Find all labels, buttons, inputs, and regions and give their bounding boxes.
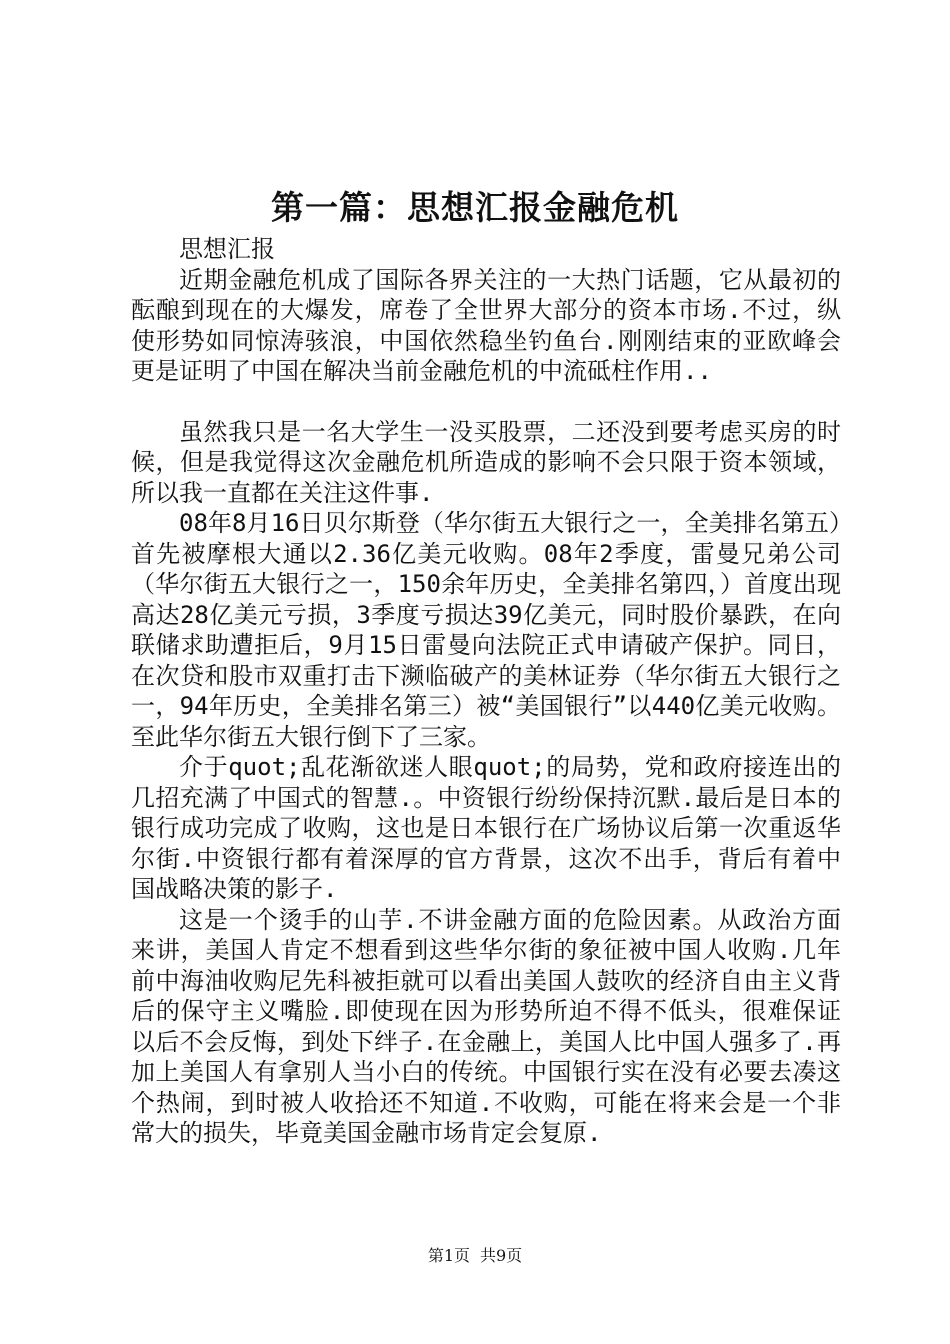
paragraph: 介于quot;乱花渐欲迷人眼quot;的局势，党和政府接连出的几招充满了中国式的智慧.。中资银行纷纷保持沉默.最后是日本的银行成功完成了收购，这也是日本银行在广场协议后第一次重返华尔街.中资银行都有着深厚的官方背景，这次不出手，背后有着中国战略决策的影子.: [131, 753, 841, 903]
document-title: 第一篇：思想汇报金融危机: [271, 188, 679, 227]
page-number: 第1页: [427, 1246, 470, 1265]
document-body: [131, 234, 841, 1149]
paragraph: 这是一个烫手的山芋.不讲金融方面的危险因素。从政治方面来讲，美国人肯定不想看到这些华尔街的象征被中国人收购.几年前中海油收购尼先科被拒就可以看出美国人鼓吹的经济自由主义背后的保守主义嘴脸.即使现在因为形势所迫不得不低头，很难保证以后不会反悔，到处下绊子.在金融上，美国人比中国人强多了.再加上美国人有拿别人当小白的传统。中国银行实在没有必要去凑这个热闹，到时被人收拾还不知道.不收购，可能在将来会是一个非常大的损失，毕竟美国金融市场肯定会复原.: [131, 905, 841, 1147]
paragraph: 08年8月16日贝尔斯登（华尔街五大银行之一，全美排名第五）首先被摩根大通以2.36亿美元收购。08年2季度，雷曼兄弟公司（华尔街五大银行之一，150余年历史，全美排名第四，）首度出现高达28亿美元亏损，3季度亏损达39亿美元，同时股价暴跌，在向联储求助遭拒后，9月15日雷曼向法院正式申请破产保护。同日，在次贷和股市双重打击下濒临破产的美林证券（华尔街五大银行之一，94年历史，全美排名第三）被“美国银行”以440亿美元收购。至此华尔街五大银行倒下了三家。: [131, 509, 841, 751]
paragraph: 虽然我只是一名大学生一没买股票，二还没到要考虑买房的时候，但是我觉得这次金融危机所造成的影响不会只限于资本领域，所以我一直都在关注这件事.: [131, 417, 841, 507]
paragraph: 近期金融危机成了国际各界关注的一大热门话题，它从最初的酝酿到现在的大爆发，席卷了全世界大部分的资本市场.不过，纵使形势如同惊涛骇浪，中国依然稳坐钓鱼台.刚刚结束的亚欧峰会更是证明了中国在解决当前金融危机的中流砥柱作用..: [131, 265, 841, 385]
page-total: 共9页: [480, 1246, 523, 1265]
page-footer: [0, 1245, 950, 1267]
paragraph-heading: 思想汇报: [179, 235, 275, 263]
